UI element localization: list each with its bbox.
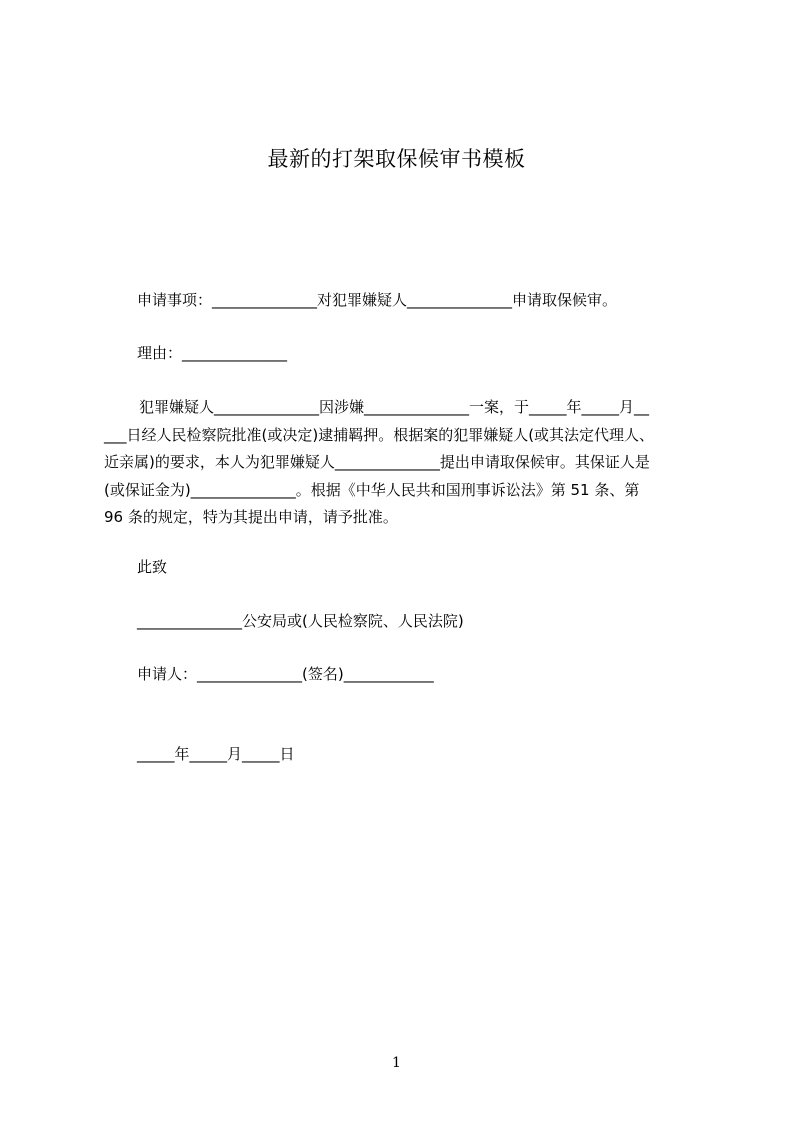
recipient-line: ______________公安局或(人民检察院、人民法院) [137,612,464,630]
page-number: 1 [392,1055,401,1071]
reason-line: 理由：______________ [137,344,288,362]
application-item: 申请事项：______________对犯罪嫌疑人______________申请取保候审。 [137,291,618,309]
applicant-signature-line: 申请人：______________(签名)____________ [137,665,434,683]
body-line-4: (或保证金为)______________。根据《中华人民共和国刑事诉讼法》第 51 条、第 [104,481,640,499]
salutation: 此致 [137,558,168,576]
body-line-1: 犯罪嫌疑人______________因涉嫌______________一案，于_____年_____月__ [139,398,650,416]
body-line-2: ___日经人民检察院批准(或决定)逮捕羁押。根据案的犯罪嫌疑人(或其法定代理人、 [104,426,655,444]
document-title: 最新的打架取保候审书模板 [267,147,526,171]
date-line: _____年_____月_____日 [137,745,295,763]
body-line-3: 近亲属)的要求，本人为犯罪嫌疑人______________提出申请取保候审。其保证人是 [104,453,650,471]
body-line-5: 96 条的规定，特为其提出申请，请予批准。 [104,508,398,526]
